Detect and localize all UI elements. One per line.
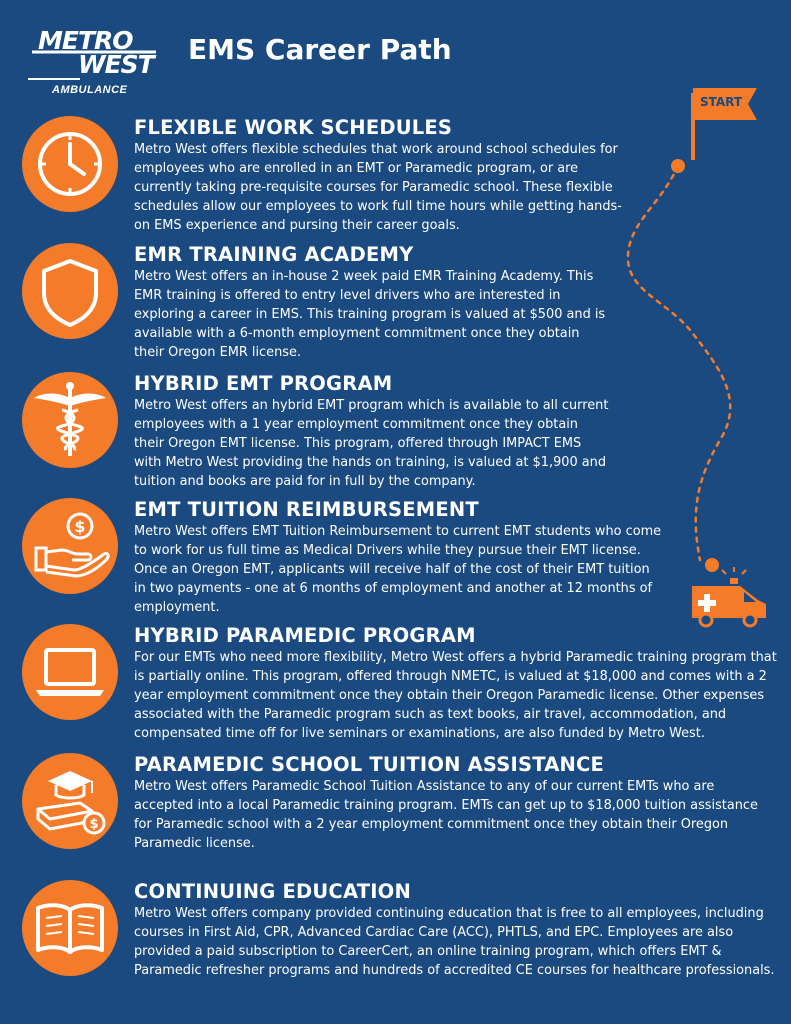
svg-text:$: $ [74, 517, 86, 536]
path-start-dot [671, 159, 685, 173]
section-title: HYBRID PARAMEDIC PROGRAM [134, 624, 476, 647]
section-title: PARAMEDIC SCHOOL TUITION ASSISTANCE [134, 753, 605, 776]
section-body: For our EMTs who need more flexibility, Metro West offers a hybrid Paramedic training program that is partially online. This program, offered through NMETC, is valued at $18,000 and comes with a 2 year employment commitment once they obtain their Oregon Paramedic license. Other expenses associated with the Paramedic program such as text books, air travel, accommodation, and compensated time off for live seminars or examinations, are also funded by Metro West. [134, 650, 777, 741]
logo-metro-text: METRO [38, 26, 133, 55]
graduation-books-icon [22, 753, 118, 849]
clock-icon [22, 116, 118, 212]
logo-ambulance-text: AMBULANCE [52, 84, 128, 96]
section-icon-circle [22, 372, 118, 468]
caduceus-icon [22, 372, 118, 468]
section-body: Metro West offers Paramedic School Tuition Assistance to any of our current EMTs who are accepted into a local Paramedic training program. EMTs can get up to $18,000 tuition assistance for Paramedic school with a 2 year employment commitment once they obtain their Oregon Paramedic license. [134, 779, 758, 851]
section-body: Metro West offers an hybrid EMT program which is available to all current employees with a 1 year employment commitment once they obtain their Oregon EMT license. This program, offered through IMPACT EMS with Metro West providing the hands on training, is valued at $1,900 and tuition and books are paid for in full by the company. [134, 398, 609, 489]
start-flag-label: START [700, 95, 743, 109]
shield-icon [22, 243, 118, 339]
section-body: Metro West offers an in-house 2 week paid EMR Training Academy. This EMR training is offered to entry level drivers who are interested in exploring a career in EMS. This training program is valued at $500 and is available with a 6-month employment commitment once they obtain their Oregon EMR license. [134, 269, 606, 360]
section-title: HYBRID EMT PROGRAM [134, 372, 393, 395]
section-title: CONTINUING EDUCATION [134, 880, 411, 903]
section-body: Metro West offers EMT Tuition Reimbursement to current EMT students who come to work for us full time as Medical Drivers while they pursue their EMT license. Once an Oregon EMT, applicants will receive half of the cost of their EMT tuition in two payments - one at 6 months of employment and another at 12 months of employment. [134, 524, 662, 615]
section-body: Metro West offers company provided continuing education that is free to all employees, including courses in First Aid, CPR, Advanced Cardiac Care (ACC), PHTLS, and EPC. Employees are also provided a paid subscription to CareerCert, an online training program, which offers EMT & Paramedic refresher programs and hundreds of accredited CE courses for healthcare professionals. [134, 906, 775, 978]
logo-west-text: WEST [78, 50, 154, 79]
open-book-icon [22, 880, 118, 976]
section-title: EMT TUITION REIMBURSEMENT [134, 498, 479, 521]
laptop-icon [22, 624, 118, 720]
section-title: FLEXIBLE WORK SCHEDULES [134, 116, 453, 139]
section-icon-circle [22, 880, 118, 976]
section-icon-circle [22, 753, 118, 849]
ambulance-icon [692, 567, 766, 626]
section-icon-circle [22, 624, 118, 720]
section-icon-circle [22, 116, 118, 212]
section-icon-circle [22, 243, 118, 339]
hand-coin-icon [22, 498, 118, 594]
page-title: EMS Career Path [188, 33, 452, 66]
dotted-path [628, 166, 730, 560]
svg-text:$: $ [89, 817, 99, 832]
path-end-dot [705, 558, 719, 572]
section-title: EMR TRAINING ACADEMY [134, 243, 414, 266]
section-body: Metro West offers flexible schedules that work around school schedules for employees who are enrolled in an EMT or Paramedic program, or are currently taking pre-requisite courses for Paramedic school. These flexible schedules allow our employees to work full time hours while getting hands-on EMS experience and pursing their career goals. [134, 142, 622, 233]
section-icon-circle [22, 498, 118, 594]
